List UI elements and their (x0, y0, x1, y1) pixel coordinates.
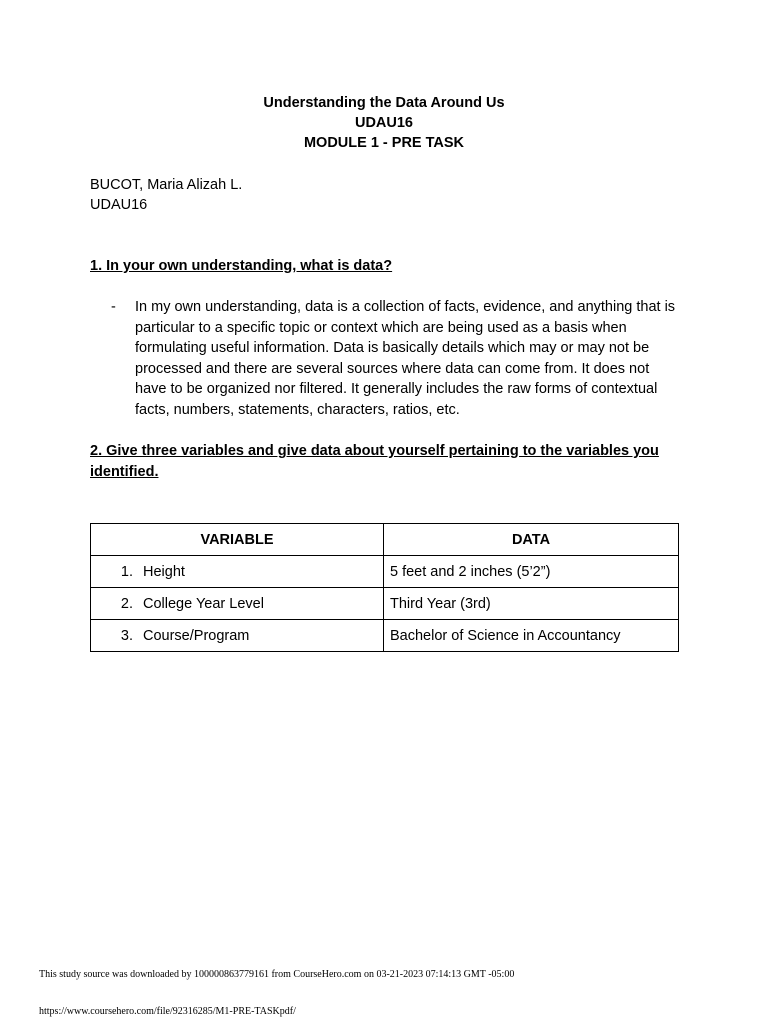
table-header-row (91, 524, 679, 556)
data-cell: Third Year (3rd) (384, 588, 679, 620)
variable-cell (91, 556, 384, 588)
bullet-dash: - (111, 299, 116, 315)
answer-1-text: In my own understanding, data is a collection of facts, evidence, and anything that is particular to a specific topic or context which are being used as a basis when formulating useful information. Data is basically details which may or may not be processed and there are several sources where data can come from. It does not have to be organized nor filtered. It generally includes the raw forms of contextual facts, numbers, statements, characters, ratios, etc. (135, 299, 676, 418)
answer-1 (111, 297, 681, 421)
source-url-link[interactable]: https://www.coursehero.com/file/92316285/M1-PRE-TASKpdf/ (39, 1006, 296, 1017)
course-code: UDAU16 (354, 115, 413, 131)
question-1: 1. In your own understanding, what is data? (90, 258, 393, 274)
download-source-note: This study source was downloaded by 100000863779161 from CourseHero.com on 03-21-2023 07:14:13 GMT -05:00 (39, 969, 515, 980)
table-row (91, 588, 679, 620)
variable-cell (91, 588, 384, 620)
variable-name: College Year Level (143, 595, 264, 612)
variable-name: Height (143, 563, 185, 580)
variable-cell (91, 620, 384, 652)
document-title: Understanding the Data Around Us (263, 95, 505, 111)
author-name: BUCOT, Maria Alizah L. (90, 177, 243, 193)
data-cell: 5 feet and 2 inches (5’2”) (384, 556, 679, 588)
question-2: 2. Give three variables and give data about yourself pertaining to the variables you identified. (90, 443, 659, 480)
variables-table (90, 523, 679, 652)
author-section: UDAU16 (90, 197, 148, 213)
header-variable: VARIABLE (91, 524, 384, 556)
table-row (91, 620, 679, 652)
row-number: 3. (120, 627, 133, 644)
document-title-block (0, 93, 768, 153)
header-data: DATA (384, 524, 679, 556)
module-label: MODULE 1 - PRE TASK (303, 135, 465, 151)
data-cell: Bachelor of Science in Accountancy (384, 620, 679, 652)
row-number: 2. (120, 595, 133, 612)
row-number: 1. (120, 563, 133, 580)
variable-name: Course/Program (143, 627, 250, 644)
author-block (90, 175, 242, 215)
table-row (91, 556, 679, 588)
